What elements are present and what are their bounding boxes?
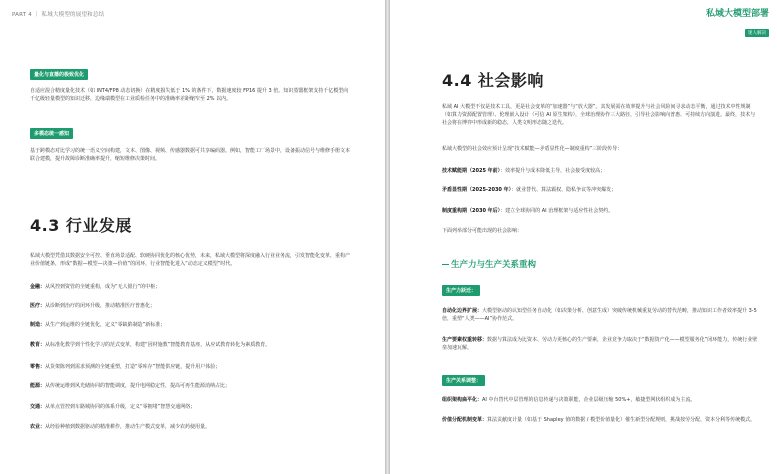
section-heading-4-3: 4.3 行业发展: [30, 216, 132, 235]
heading-bar-icon: [442, 264, 449, 266]
industry-intro: 私域大模型凭借其数据安全可控、垂直场景适配、软硬协同优化的核心优势，未来，私域大模型将深度融入行业业务流，引发智能化变革，重构产业价值链条，形成“数据—模型—决策—价值”的闭环，行业智能化进入“动态定义模型”时代。: [30, 253, 351, 267]
automation-paragraph: 自动化边界扩展：大模型驱动的认知型任务自动化（如决策分析、创意生成）突破传统机械重复劳动的替代范畴，推动知识工作者效率提升 3-5 倍，重塑“人类——AI”协作范式。: [442, 308, 757, 322]
tag-multimodal: 多模态统一感知: [30, 128, 73, 139]
industry-item: 教育：从标准化教学到个性化学习的范式变革，构建“因材施教”智能教育基座，从应试教育转化为素质教育。: [30, 342, 271, 348]
section-heading-4-4: 4.4 社会影响: [442, 71, 544, 90]
stage-item: 矛盾显性期（2025-2030 年）：就业替代、算法霸权、隐私争议等冲突爆发；: [442, 187, 617, 193]
value-distribution-paragraph: 价值分配机制变革：算法贡献度计量（如基于 Shapley 值的数据 / 模型价值量化）催生新型分配规则，挑战按劳分配、资本分利等传统模式。: [442, 417, 756, 423]
industry-item: 医疗：从诊断到治疗的闭环升级，推动精准医疗普惠化；: [30, 303, 156, 309]
stage-item: 技术赋能期（2025 年前）：效率提升与成本降低主导，社会接受度较高；: [442, 168, 606, 174]
right-page: [390, 0, 777, 474]
stage-item: 制度重构期（2030 年后）：建立全球协同的 AI 治理框架与适应性社会契约。: [442, 208, 614, 214]
industry-item: 金融：从风控到资管的全链重构，成为“无人银行”的中枢；: [30, 284, 161, 290]
tag-quantization: 量化与直播的极致优化: [30, 69, 88, 80]
running-header: PART 4 ｜ 私域大模型的展望和总结: [12, 12, 105, 18]
industry-item: 农业：从经验种植到数据驱动的精准耕作，推动生产模式变革，减少农药使用量。: [30, 424, 211, 430]
brand-logo: 私域大模型部署 迷人解决: [705, 9, 769, 36]
industry-item: 交通：从单点管控到车路城协同的体系升级，定义“零拥堵”智慧交通网络；: [30, 404, 196, 410]
industry-item: 零售：从货架陈列到需求预测的全链重塑，打造“零库存”智能供应链，提升用户体验；: [30, 364, 221, 370]
factor-shift-paragraph: 生产要素权重转移：数据与算法成为比资本、劳动力更核心的生产要素，企业竞争力取决于“数据资产化——模型服务化”闭环能力，传统行业壁垒加速瓦解。: [442, 337, 758, 351]
three-stage-intro: 私域大模型的社会效应预计呈现“技术赋能—矛盾显性化—制度重构”三阶段传导：: [442, 146, 623, 152]
industry-item: 制造：从生产到运维的全链优化，定义“零缺陷制造”新标准；: [30, 322, 166, 328]
subsection-heading: 生产力与生产关系重构: [442, 258, 536, 270]
examples-intro: 下面列举部分可能出现的社会影响：: [442, 228, 523, 234]
org-flattening-paragraph: 组织架构扁平化：AI 中台替代中层管理的信息传递与决策职能，企业层级压缩 50%+，敏捷型网状组织成为主流。: [442, 397, 696, 403]
quantization-paragraph: 自适应混合精度量化技术（如 INT4/FP8 动态切换）在精度损失低于 1% 的条件下，数据速度较 FP16 提升 3 倍。知识蒸馏框架支持千亿模型向千亿级轻量模型的知识迁移，边缘端模型在工业质检任务中的准确率差距缩窄至 2% 以内。: [30, 88, 349, 102]
tag-relations-adjustment: 生产关系调整：: [442, 375, 485, 386]
multimodal-paragraph: 基于跨模态对比学习的统一语义空间构建，文本、图像、视频、传感器数据可共享编码器。例如，智能工厂场景中，设备振动信号与维修手册文本联合建模，提升故障诊断准确率提升，缩短维修决策时间。: [30, 148, 351, 162]
tag-productivity-leap: 生产力跃迁：: [442, 285, 480, 296]
social-impact-intro: 私域 AI 大模型不仅是技术工具，更是社会变革的“加速器”与“放大器”。其发展需在效率提升与社会风险间寻求动态平衡，通过技术中性规制（如算力资源配置管理）、伦理嵌入设计（可信 AI 原生架构），全球治理协作三大路径，引导社会影响向普惠、可持续方向演进。最终，技术与社会将在博弈中形成新的稳态，人类文明形态随之迭代。: [442, 104, 756, 126]
left-page: [0, 0, 385, 474]
industry-item: 能源：从传统运维到风光储协同的智能调度，提升电网稳定性，提高可再生能源消纳占比；: [30, 383, 231, 389]
